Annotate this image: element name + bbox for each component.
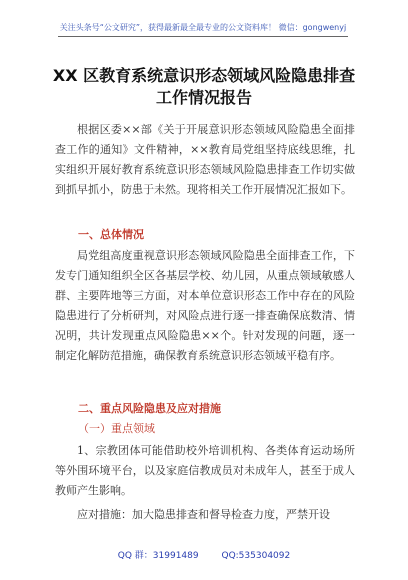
section-2-subheading: （一）重点领域	[78, 422, 155, 435]
footer-contact	[0, 548, 408, 561]
item-1-paragraph: 1、宗教团体可能借助校外培训机构、各类体育运动场所等外围环境平台，以及家庭信教成员对未成年人，甚至于成人教师产生影响。	[55, 444, 355, 497]
footer-qq: QQ:535304092	[221, 551, 291, 561]
measures-paragraph: 应对措施：加大隐患排查和督导检查力度，严禁开设	[77, 508, 330, 521]
header-divider	[58, 36, 348, 37]
document-title-line-2: 工作情况报告	[155, 88, 252, 107]
document-title-line-1: XX 区教育系统意识形态领域风险隐患排查	[52, 66, 356, 85]
header-banner: 关注头条号“公文研究”，获得最新最全最专业的公文资料库！ 微信：gongwenyj	[59, 23, 347, 32]
section-1-heading: 一、总体情况	[78, 228, 144, 241]
section-2-heading: 二、重点风险隐患及应对措施	[78, 402, 221, 415]
footer-qq-group: QQ 群：31991489	[117, 551, 199, 561]
section-1-paragraph: 局党组高度重视意识形态领域风险隐患全面排查工作，下发专门通知组织全区各基层学校、幼儿园，从重点领域敏感人群、主要阵地等三方面，对本单位意识形态工作中存在的风险隐患进行了分析研判，对风险点进行逐一排查确保底数清、情况明，共计发现重点风险隐患××个。针对发现的问题，逐一制定化解防范措施，确保教育系统意识形态领域平稳有序。	[55, 249, 355, 362]
intro-paragraph: 根据区委××部《关于开展意识形态领域风险隐患全面排查工作的通知》文件精神，××教育局党组坚持底线思维，扎实组织开展好教育系统意识形态领域风险隐患排查工作切实做到抓早抓小，防患于未然。现将相关工作开展情况汇报如下。	[55, 123, 355, 196]
